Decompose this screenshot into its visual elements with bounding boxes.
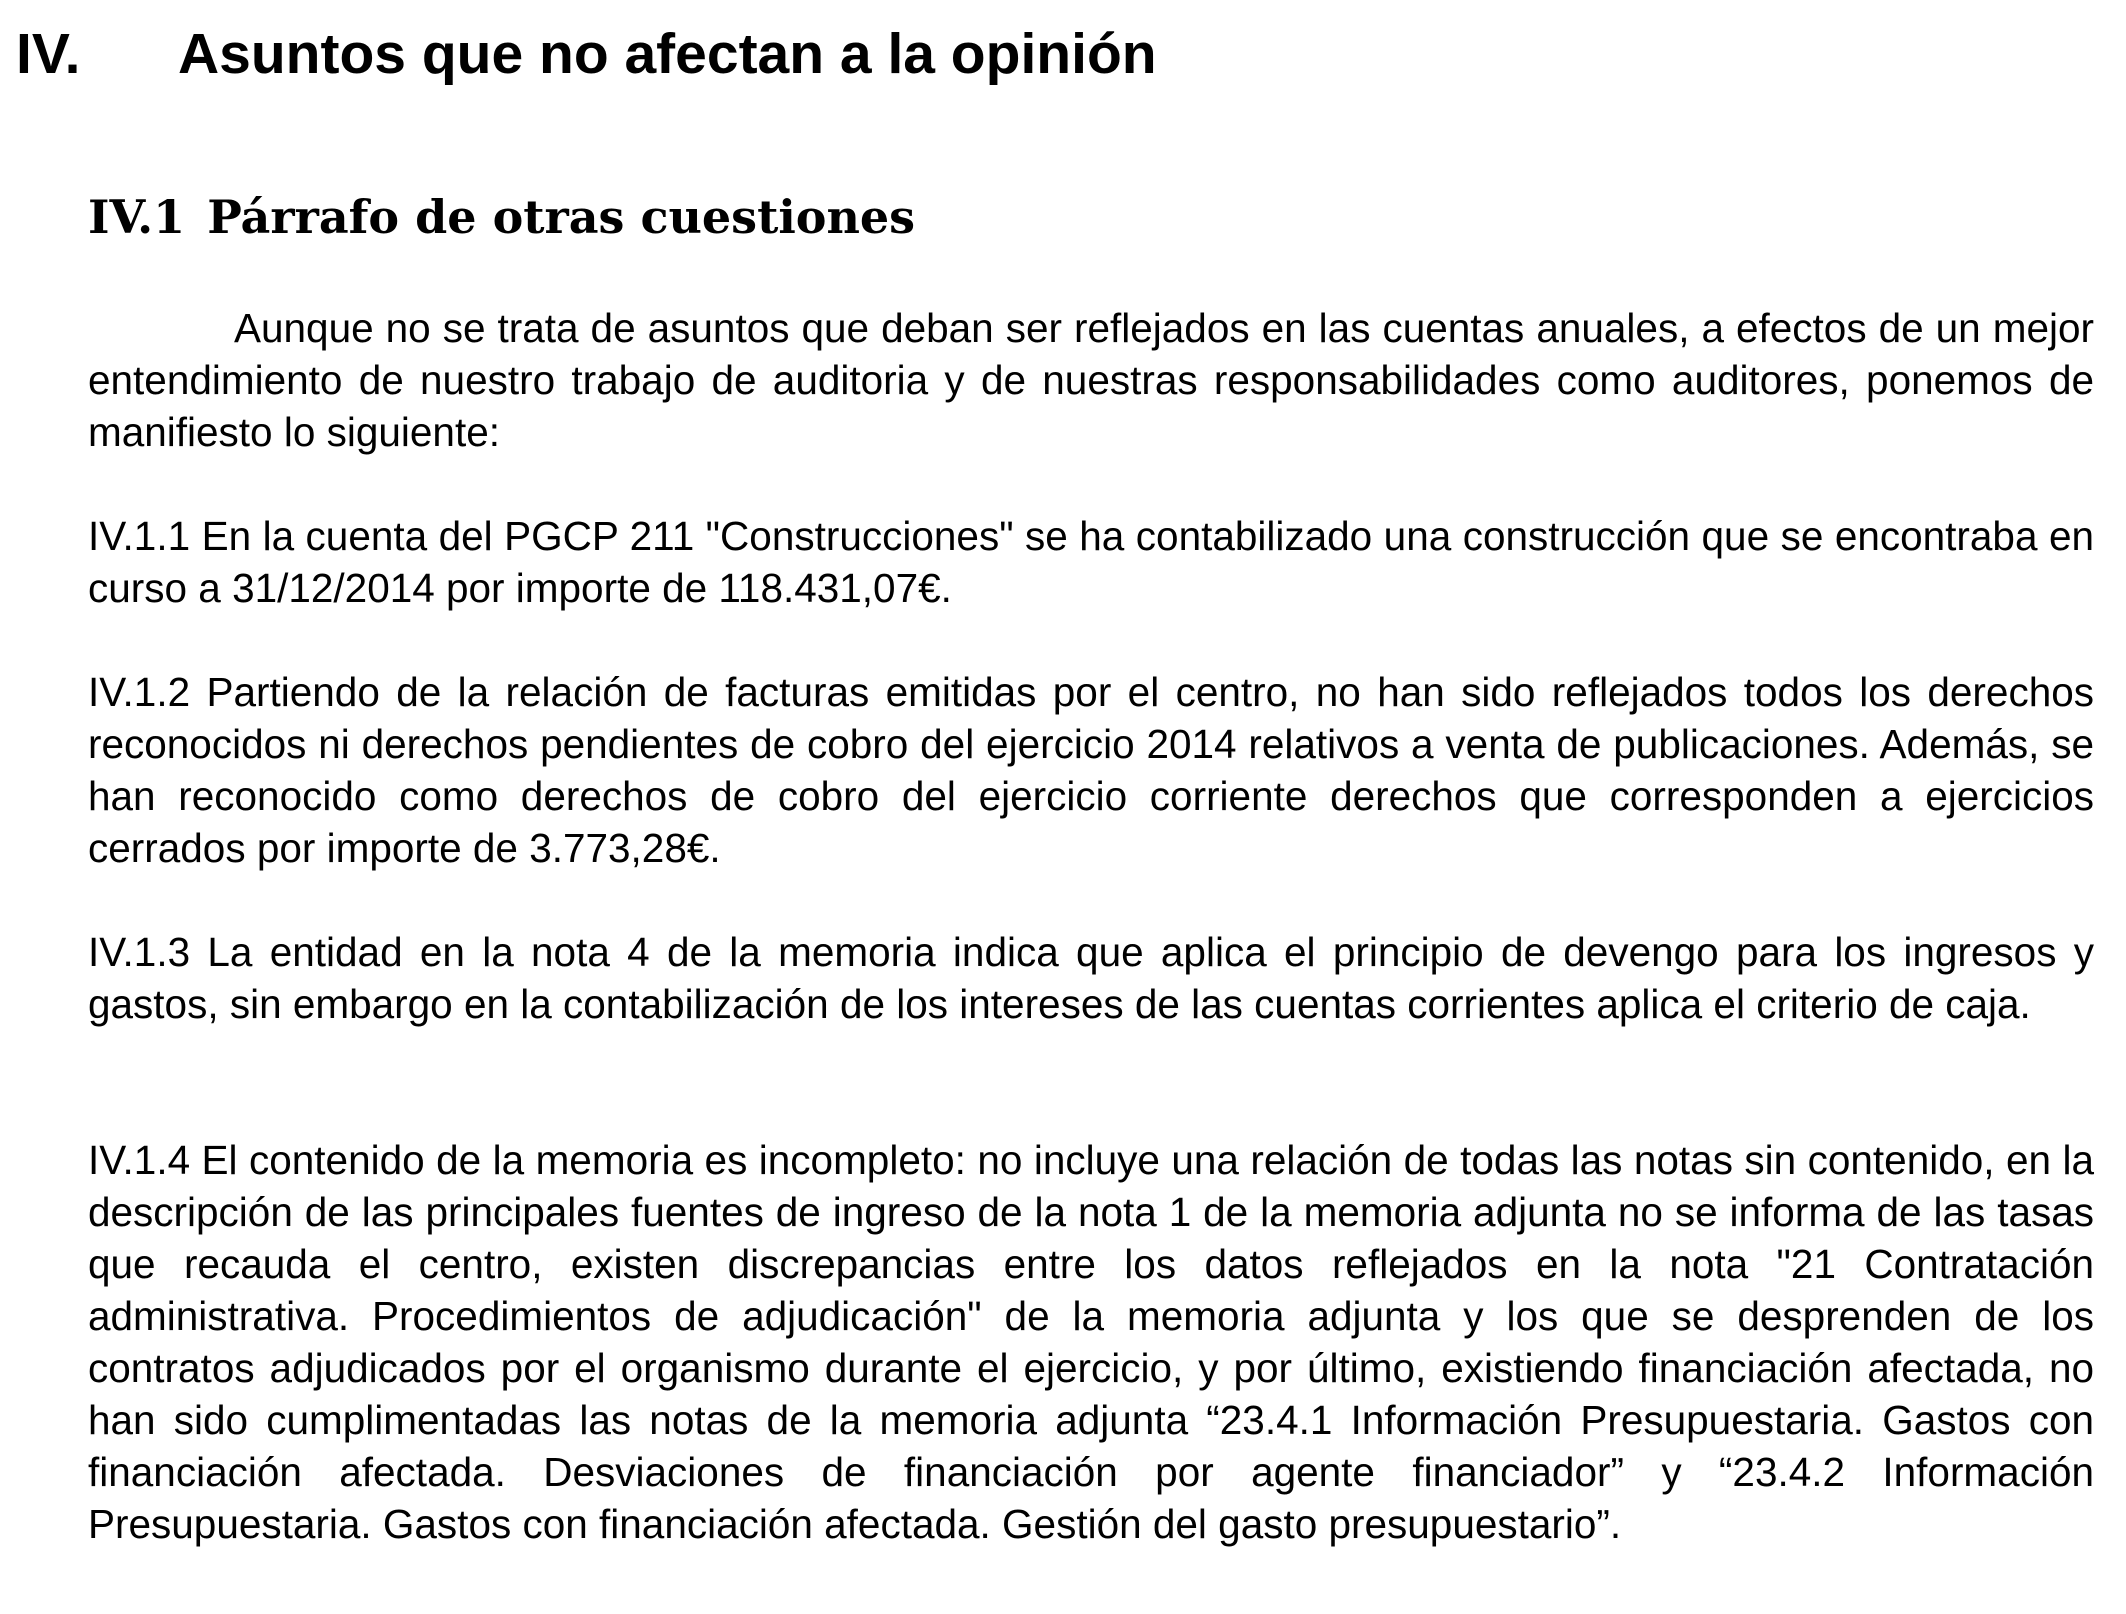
section-title: Asuntos que no afectan a la opinión bbox=[178, 22, 1157, 86]
item-paragraph-iv-1-1: IV.1.1 En la cuenta del PGCP 211 "Construcciones" se ha contabilizado una construcción que se encontraba en curso a 31/12/2014 por importe de 118.431,07€. bbox=[88, 513, 2094, 611]
item-paragraph-iv-1-4: IV.1.4 El contenido de la memoria es incompleto: no incluye una relación de todas las notas sin contenido, en la descripción de las principales fuentes de ingreso de la nota 1 de la memoria adjunta no se informa de las tasas que recauda el centro, existen discrepancias entre los datos reflejados en la nota "21 Contratación administrativa. Procedimientos de adjudicación" de la memoria adjunta y los que se desprenden de los contratos adjudicados por el organismo durante el ejercicio, y por último, existiendo financiación afectada, no han sido cumplimentadas las notas de la memoria adjunta “23.4.1 Información Presupuestaria. Gastos con financiación afectada. Desviaciones de financiación por agente financiador” y “23.4.2 Información Presupuestaria. Gastos con financiación afectada. Gestión del gasto presupuestario”. bbox=[88, 1137, 2094, 1547]
subsection-number: IV.1 bbox=[88, 190, 186, 244]
subsection-title: Párrafo de otras cuestiones bbox=[207, 190, 916, 244]
subsection-heading bbox=[88, 188, 915, 246]
item-paragraph-iv-1-3: IV.1.3 La entidad en la nota 4 de la memoria indica que aplica el principio de devengo para los ingresos y gastos, sin embargo en la contabilización de los intereses de las cuentas corrientes aplica el criterio de caja. bbox=[88, 929, 2094, 1027]
section-number: IV. bbox=[16, 22, 81, 86]
item-paragraph-iv-1-2: IV.1.2 Partiendo de la relación de facturas emitidas por el centro, no han sido reflejados todos los derechos reconocidos ni derechos pendientes de cobro del ejercicio 2014 relativos a venta de publicaciones. Además, se han reconocido como derechos de cobro del ejercicio corriente derechos que corresponden a ejercicios cerrados por importe de 3.773,28€. bbox=[88, 669, 2094, 871]
section-heading bbox=[16, 18, 1157, 90]
intro-paragraph: Aunque no se trata de asuntos que deban ser reflejados en las cuentas anuales, a efectos de un mejor entendimiento de nuestro trabajo de auditoria y de nuestras responsabilidades como auditores, ponemos de manifiesto lo siguiente: bbox=[88, 305, 2094, 455]
